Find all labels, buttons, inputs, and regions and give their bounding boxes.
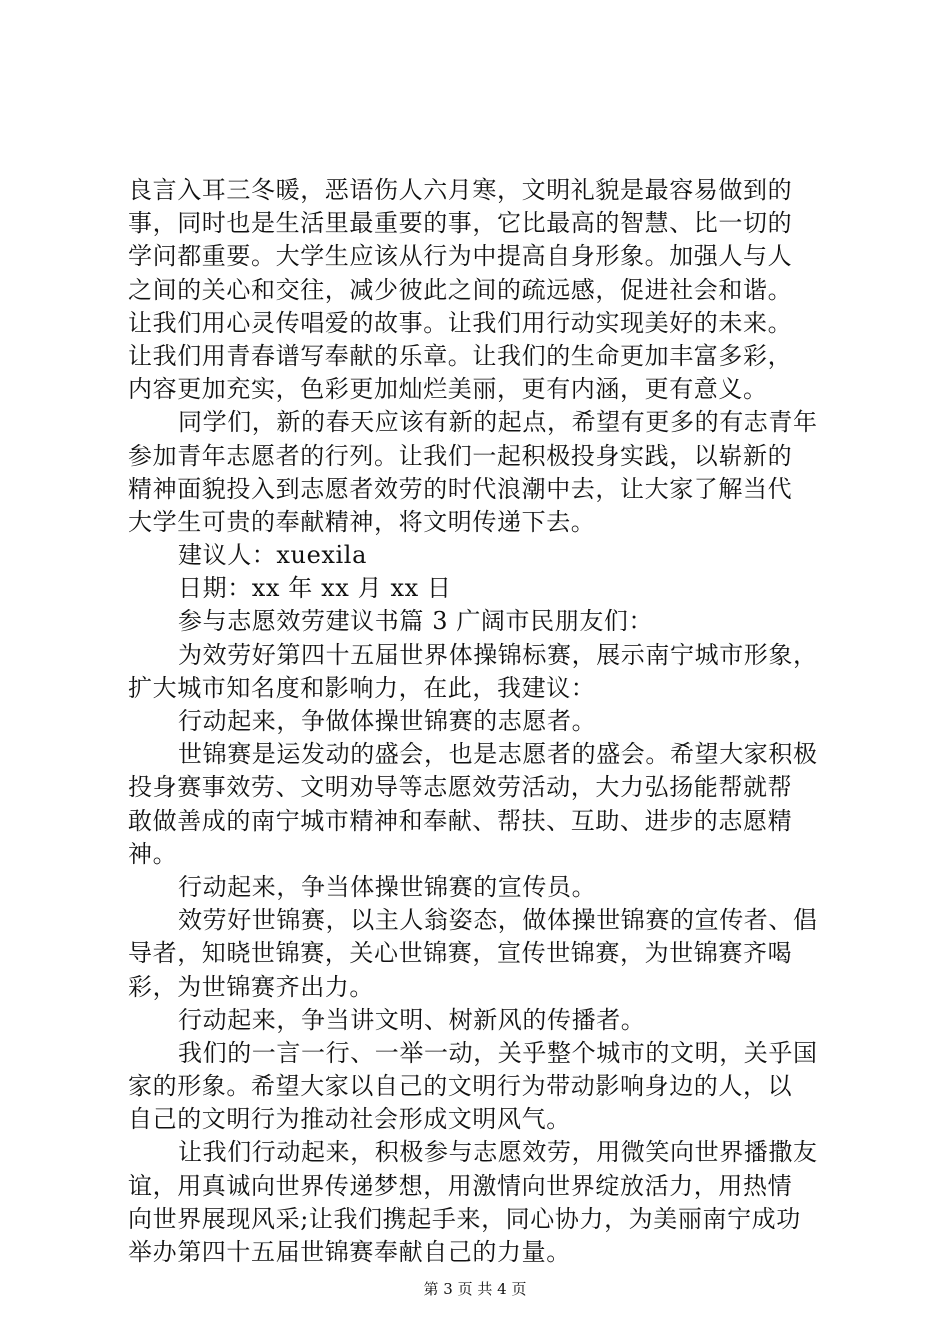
text-line: 敢做善成的南宁城市精神和奉献、帮扶、互助、进步的志愿精 [128,806,793,835]
page-footer: 第 3 页 共 4 页 [423,1280,527,1298]
text-line: 效劳好世锦赛，以主人翁姿态，做体操世锦赛的宣传者、倡 [178,906,818,935]
text-line: 行动起来，争当体操世锦赛的宣传员。 [178,872,597,901]
text-line: 参与志愿效劳建议书篇 3 广阔市民朋友们： [178,607,654,636]
text-line: 导者，知晓世锦赛，关心世锦赛，宣传世锦赛，为世锦赛齐喝 [128,939,793,968]
text-line: 建议人：xuexila [178,541,367,570]
text-line: 大学生可贵的奉献精神，将文明传递下去。 [128,507,596,536]
text-line: 行动起来，争当讲文明、树新风的传播者。 [178,1005,646,1034]
text-line: 扩大城市知名度和影响力，在此，我建议： [128,673,596,702]
text-line: 良言入耳三冬暖，恶语伤人六月寒，文明礼貌是最容易做到的 [128,176,793,204]
text-line: 向世界展现风采;让我们携起手来，同心协力，为美丽南宁成功 [128,1204,801,1233]
text-line: 之间的关心和交往，减少彼此之间的疏远感，促进社会和谐。 [128,275,793,304]
text-line: 投身赛事效劳、文明劝导等志愿效劳活动，大力弘扬能帮就帮 [128,773,793,802]
text-line: 世锦赛是运发动的盛会，也是志愿者的盛会。希望大家积极 [178,740,818,769]
text-line: 日期：xx 年 xx 月 xx 日 [178,574,452,603]
text-line: 让我们用青春谱写奉献的乐章。让我们的生命更加丰富多彩， [128,341,793,370]
text-line: 行动起来，争做体操世锦赛的志愿者。 [178,707,597,735]
text-line: 为效劳好第四十五届世界体操锦标赛，展示南宁城市形象， [178,640,818,669]
text-line: 彩，为世锦赛齐出力。 [128,972,374,1001]
text-line: 谊，用真诚向世界传递梦想，用激情向世界绽放活力，用热情 [128,1171,793,1200]
text-line: 家的形象。希望大家以自己的文明行为带动影响身边的人，以 [128,1072,793,1101]
text-line: 精神面貌投入到志愿者效劳的时代浪潮中去，让大家了解当代 [128,474,793,503]
text-line: 参加青年志愿者的行列。让我们一起积极投身实践，以崭新的 [128,441,793,470]
text-line: 神。 [128,839,178,868]
document-body [128,174,843,1269]
text-line: 让我们用心灵传唱爱的故事。让我们用行动实现美好的未来。 [128,308,793,337]
text-line: 举办第四十五届世锦赛奉献自己的力量。 [128,1238,571,1266]
text-line: 学问都重要。大学生应该从行为中提高自身形象。加强人与人 [128,242,793,271]
text-line: 自己的文明行为推动社会形成文明风气。 [128,1105,571,1134]
text-line: 让我们行动起来，积极参与志愿效劳，用微笑向世界播撒友 [178,1138,818,1167]
text-line: 同学们，新的春天应该有新的起点，希望有更多的有志青年 [178,408,818,437]
text-line: 事，同时也是生活里最重要的事，它比最高的智慧、比一切的 [128,209,793,238]
text-line: 内容更加充实，色彩更加灿烂美丽，更有内涵，更有意义。 [128,375,768,404]
text-line: 我们的一言一行、一举一动，关乎整个城市的文明，关乎国 [178,1038,818,1067]
